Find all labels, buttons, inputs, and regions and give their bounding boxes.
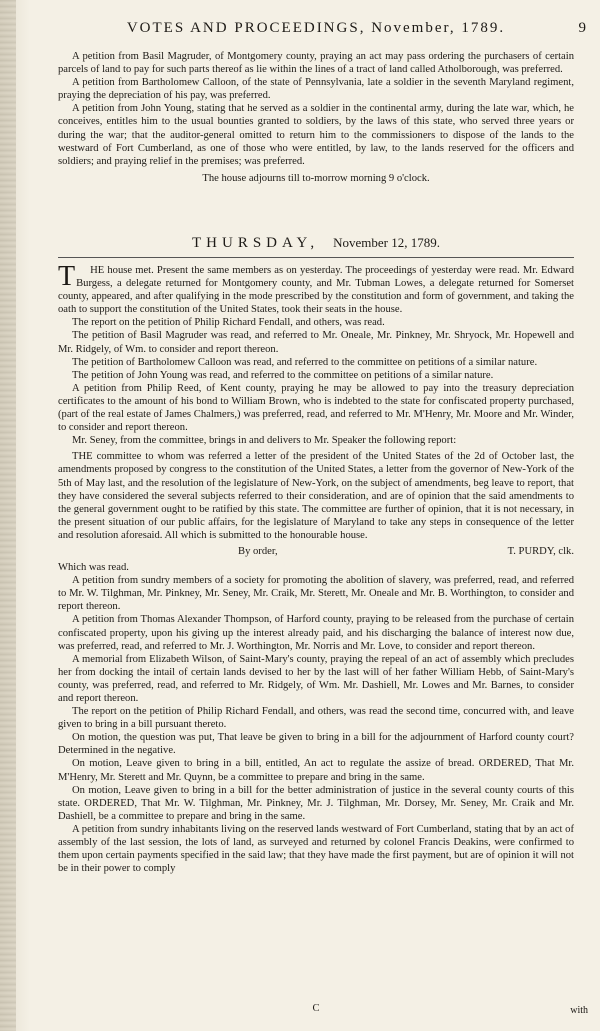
day-heading (58, 236, 574, 250)
drop-cap: T (58, 261, 76, 292)
paragraph: The report on the petition of Philip Richard Fendall, and others, was read the second time, concurred with, and leave given to bring in a bill pursuant thereto. (58, 706, 574, 731)
paragraph: A petition from sundry members of a society for promoting the abolition of slavery, was preferred, read, and referred to Mr. W. Tilghman, Mr. Pinkney, Mr. Seney, Mr. Craik, Mr. Sterett, Mr. Oneale and Mr. B. Worthington, to consider and report thereon. (58, 575, 574, 613)
adjournment-line: The house adjourns till to-morrow morning 9 o'clock. (202, 172, 430, 184)
running-head-title: VOTES AND PROCEEDINGS, November, 1789. (126, 20, 506, 36)
paragraph: A petition from sundry inhabitants living on the reserved lands westward of Fort Cumberland, stating that by an act of assembly of the last session, the lots of land, as surveyed and returned by colonel Francis Deakins, were confirmed to them upon certain payments specified in the said law; that they have made the first payment, but are of opinion it will not be in their power to comply (58, 823, 574, 875)
opening-text: HE house met. Present the same members as on yesterday. The proceedings of yesterday were read. Mr. Edward Burgess, a delegate returned for Montgomery county, and Mr. Tubman Lowes, a delegate returned for Somerset county, appeared, and after qualifying in the mode prescribed by the constitution and form of government, and taking the oath to support the constitution of the United States, took their seats in the house. (58, 265, 574, 316)
paragraph: A petition from Thomas Alexander Thompson, of Harford county, praying to be released from the purchase of certain confiscated property, upon his giving up the interest already paid, and his discharging the balance of interest now due, was preferred, read, and referred to Mr. J. Worthington, Mr. Norris and Mr. Love, to consider and report thereon. (58, 614, 574, 652)
day-name: THURSDAY, (192, 235, 320, 251)
opening-paragraph (58, 261, 574, 316)
paragraph: A memorial from Elizabeth Wilson, of Saint-Mary's county, praying the repeal of an act of assembly which precludes her from docking the intail of certain lands devised to her by the last will of her father William Hebb, of Saint-Mary's county, was preferred, read, and referred to Mr. Ridgely, of Wm. Mr. Dashiell, Mr. Lowes and Mr. Barnes, to consider and report thereon. (58, 653, 574, 704)
clerk-signature: T. PURDY, clk. (507, 545, 574, 557)
page-number: 9 (578, 20, 586, 36)
section-previous-day (58, 50, 574, 185)
paragraph: The petition of John Young was read, and referred to the committee on petitions of a similar nature. (72, 369, 494, 381)
day-date: November 12, 1789. (333, 235, 440, 250)
paragraph: A petition from Philip Reed, of Kent county, praying he may be allowed to pay into the treasury depreciation certificates to the amount of his bond to William Brown, who is indebted to the state for confiscated property purchased, (part of the real estate of James Chalmers,) was preferred, read, and referred to Mr. M'Henry, Mr. Moore and Mr. Winder, to consider and report thereon. (58, 382, 574, 434)
which-was-read: Which was read. (58, 562, 129, 574)
heading-rule (58, 257, 574, 258)
page-footer (58, 1002, 588, 1016)
section-thursday (58, 261, 574, 875)
paragraph: On motion, the question was put, That leave be given to bring in a bill for the adjournment of Harford county court? Determined in the negative. (58, 732, 574, 757)
paragraph: The petition of Basil Magruder was read, and referred to Mr. Oneale, Mr. Pinkney, Mr. Shryock, Mr. Hopewell and Mr. Ridgely, of Wm. to consider and report thereon. (58, 330, 574, 355)
binding-gutter (0, 0, 16, 1031)
signature-mark: C (312, 1003, 320, 1014)
paragraph: The petition of Bartholomew Calloon was read, and referred to the committee on petitions of a similar nature. (72, 356, 538, 368)
paragraph: On motion, Leave given to bring in a bill, entitled, An act to regulate the assize of bread. ORDERED, That Mr. M'Henry, Mr. Sterett and Mr. Quynn, be a committee to prepare and bring in the same. (58, 758, 574, 783)
catchword: with (570, 1005, 588, 1016)
paragraph: Mr. Seney, from the committee, brings in and delivers to Mr. Speaker the following report: (72, 435, 457, 447)
paragraph: The report on the petition of Philip Richard Fendall, and others, was read. (72, 317, 385, 329)
by-order: By order, (238, 545, 278, 557)
report-signature (238, 545, 574, 558)
paragraph: A petition from John Young, stating that he served as a soldier in the continental army, during the late war, which, he conceives, entitles him to the usual bounties granted to soldiers, by the laws of this state, who served three years or during the war; that the auditor-general omitted to return him to the commissioners to dispose of the lands to the westward of Fort Cumberland, as one of those who were entitled, by law, to the lands reserved for the officers and soldiers; and praying relief in the premises; was preferred. (58, 103, 574, 167)
committee-report: THE committee to whom was referred a letter of the president of the United States of the 2d of October last, the amendments proposed by congress to the constitution of the United States, a letter from the governor of New-York of the 5th of May last, and the resolution of the legislature of New-York, on the subject of amendments, beg leave to report, that they have considered the several subjects referred to their consideration, and are of opinion that the said amendments to the general government ought to be ratified by this state. The committee are further of opinion, that it is not necessary, in the present situation of our public affairs, for the legislature of Maryland to take any steps in consequence of the letter and resolution aforesaid. All which is submitted to the honourable house. (58, 451, 574, 541)
paragraph: A petition from Bartholomew Calloon, of the state of Pennsylvania, late a soldier in the seventh Maryland regiment, praying the depreciation of his pay, was preferred. (58, 77, 574, 102)
paragraph: On motion, Leave given to bring in a bill for the better administration of justice in the several county courts of this state. ORDERED, That Mr. W. Tilghman, Mr. Pinkney, Mr. J. Tilghman, Mr. Dorsey, Mr. Seney, Mr. Craik and Mr. Dashiell, be a committee to prepare and bring in the same. (58, 784, 574, 822)
running-head (58, 20, 586, 36)
paragraph: A petition from Basil Magruder, of Montgomery county, praying an act may pass ordering the purchasers of certain parcels of land to pay for such parts thereof as lie within the lines of a tract of land called Atholborough, was preferred. (58, 51, 574, 76)
